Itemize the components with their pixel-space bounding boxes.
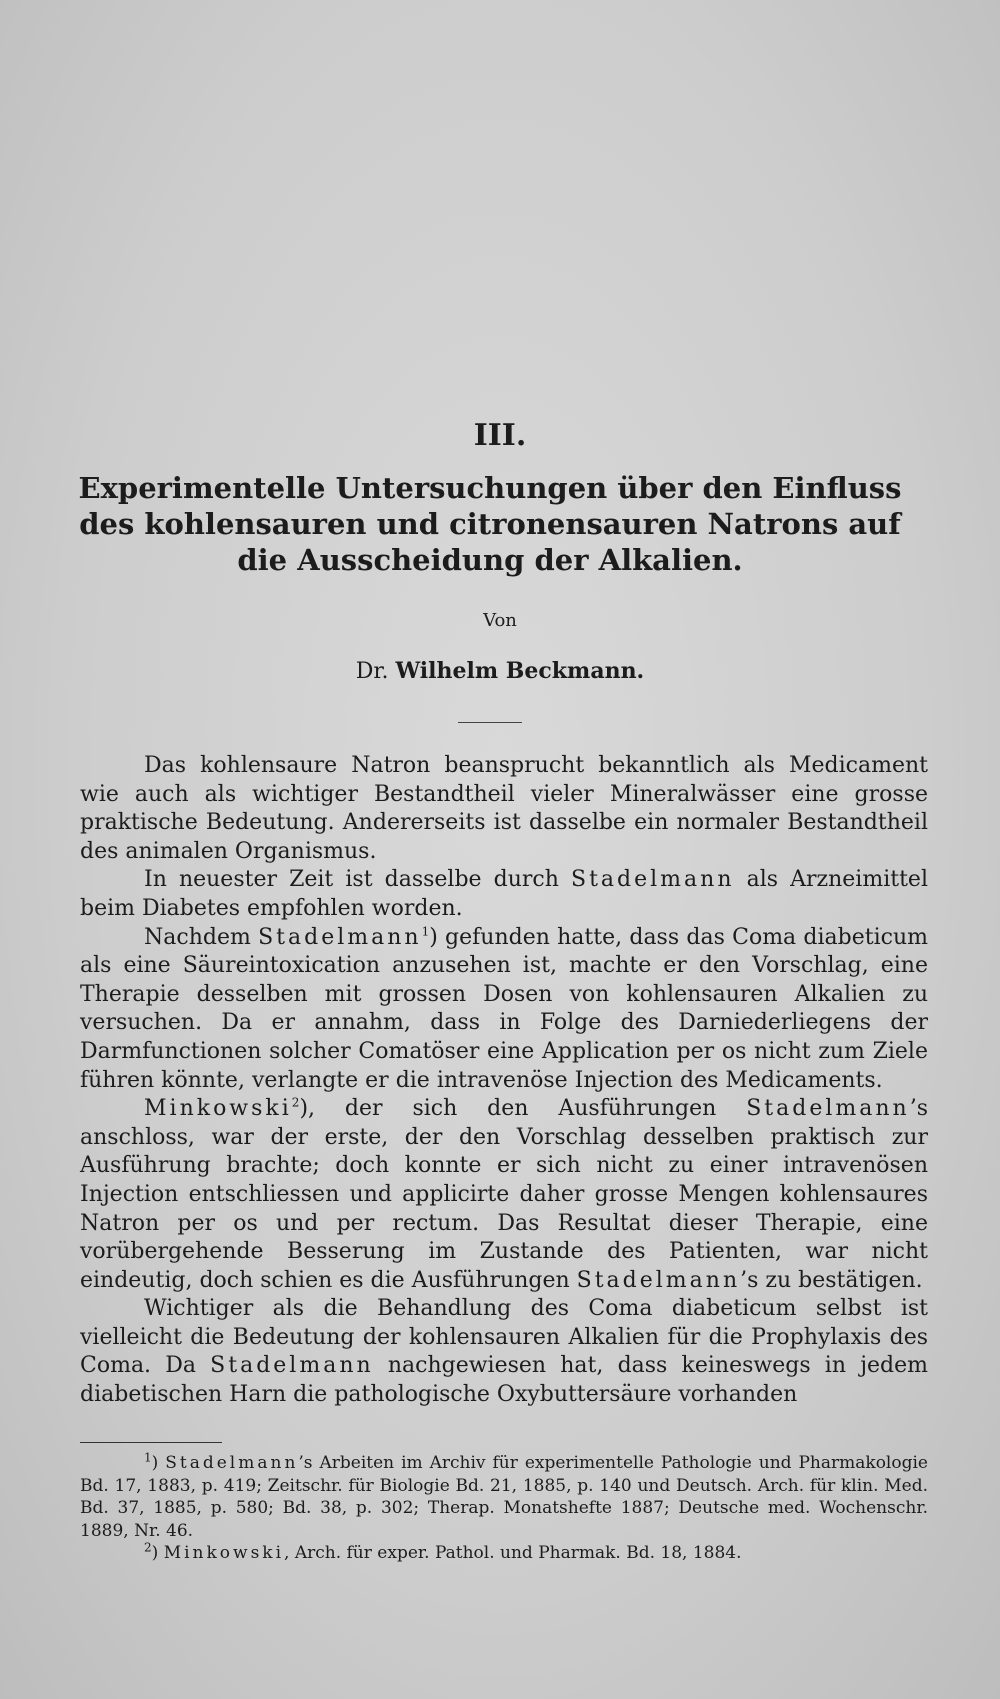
author-reference: Stadelmann: [571, 867, 735, 893]
paragraph-4: [80, 1095, 928, 1295]
footnote-2: $^2$) Minkowski, Arch. für exper. Pathol. und Pharmak. Bd. 18, 1884.: [144, 1540, 742, 1563]
paragraph-2: [80, 866, 928, 923]
chapter-number: III.: [473, 418, 527, 453]
author-reference: Stadelmann: [165, 1453, 299, 1473]
author-line: [0, 658, 1000, 684]
paragraph-5: [80, 1295, 928, 1409]
text-run: ) gefunden hatte, dass das Coma diabeticum als eine Säureintoxication anzusehen ist, machte er den Vorschlag, eine Therapie desselben mit grossen Dosen von kohlensauren Alkalien zu versuchen. Da er annahm, dass in Folge des Darniederliegens der Darmfunctionen solcher Comatöser eine Application per os nicht zum Ziele führen könnte, verlangte er die intravenöse Injection des Medicaments.: [80, 924, 928, 1093]
author-prefix: Dr.: [355, 659, 389, 684]
footnote-divider: [80, 1442, 222, 1443]
footnote-number: 2: [144, 1540, 152, 1555]
author-reference: Minkowski: [163, 1543, 285, 1563]
body-text: [80, 752, 928, 1410]
author-reference: Stadelmann: [258, 924, 422, 950]
article-title: Experimentelle Untersuchungen über den Einfluss des kohlensauren und citronensauren Natrons auf die Ausscheidung der Alkalien.: [78, 471, 902, 577]
text-run: ’s anschloss, war der erste, der den Vorschlag desselben praktisch zur Ausführung brachte; doch konnte er sich nicht zu einer intravenösen Injection entschliessen und applicirte daher grosse Mengen kohlensaures Natron per os und per rectum. Das Resultat dieser Therapie, eine vorübergehende Besserung im Zustande des Patienten, war nicht eindeutig, doch schien es die Ausführungen: [80, 1096, 928, 1293]
byline: Von: [483, 610, 517, 631]
footnote-marker: 1: [421, 924, 430, 939]
author-reference: Stadelmann: [576, 1267, 741, 1293]
author-name: Wilhelm Beckmann.: [395, 658, 645, 684]
title-divider: [458, 722, 522, 723]
text-run: Wichtiger als die Behandlung des Coma diabeticum selbst ist vielleicht die Bedeutung der kohlensauren Alkalien für die Prophylaxis des Coma. Da: [80, 1296, 928, 1379]
author-reference: Stadelmann: [210, 1353, 374, 1379]
text-run: ’s zu bestätigen.: [740, 1267, 923, 1293]
author-reference: Stadelmann: [746, 1096, 910, 1122]
text-run: Nachdem: [144, 924, 259, 950]
paragraph-1: Das kohlensaure Natron beansprucht bekanntlich als Medicament wie auch als wichtiger Bestandtheil vieler Mineralwässer eine grosse praktische Bedeutung. Andererseits ist dasselbe ein normaler Bestandtheil des animalen Organismus.: [80, 753, 928, 864]
footnote-1: $^1$) Stadelmann’s Arbeiten im Archiv für experimentelle Pathologie und Pharmakologie Bd. 17, 1883, p. 419; Zeitschr. für Biologie Bd. 21, 1885, p. 140 und Deutsch. Arch. für klin. Med. Bd. 37, 1885, p. 580; Bd. 38, p. 302; Therap. Monatshefte 1887; Deutsche med. Wochenschr. 1889, Nr. 46.: [80, 1450, 928, 1541]
text-run: In neuester Zeit ist dasselbe durch: [144, 867, 572, 893]
footnote-text: ’s Arbeiten im Archiv für experimentelle Pathologie und Pharmakologie Bd. 17, 1883, p. 419; Zeitschr. für Biologie Bd. 21, 1885, p. 140 und Deutsch. Arch. für klin. Med. Bd. 37, 1885, p. 580; Bd. 38, p. 302; Therap. Monatshefte 1887; Deutsche med. Wochenschr. 1889, Nr. 46.: [80, 1453, 928, 1541]
footnotes: [80, 1452, 928, 1565]
text-run: nachgewiesen hat, dass keineswegs in jedem diabetischen Harn die pathologische Oxybuttersäure vorhanden: [80, 1353, 928, 1408]
footnote-number: 1: [144, 1450, 152, 1465]
author-reference: Minkowski: [144, 1096, 292, 1122]
footnote-text: , Arch. für exper. Pathol. und Pharmak. Bd. 18, 1884.: [284, 1543, 742, 1563]
text-run: als Arzneimittel beim Diabetes empfohlen worden.: [80, 867, 928, 921]
text-run: ), der sich den Ausführungen: [299, 1096, 747, 1122]
paragraph-3: [80, 924, 928, 1096]
footnote-marker: 2: [291, 1095, 300, 1110]
